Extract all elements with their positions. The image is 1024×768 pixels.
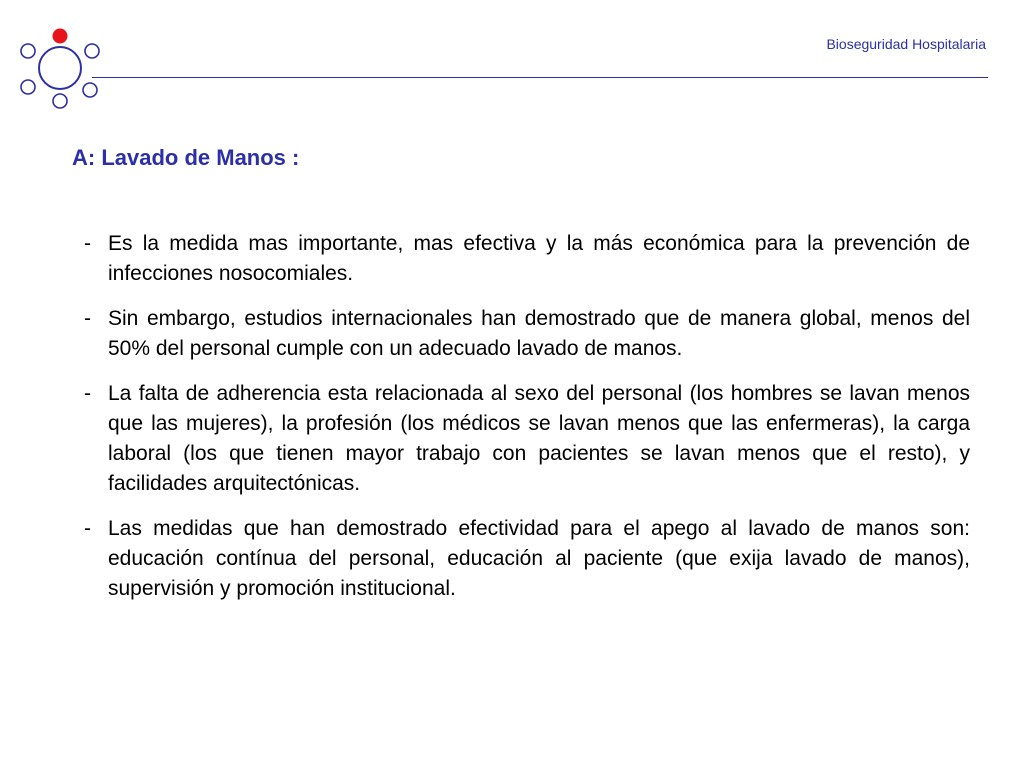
bullet-text: La falta de adherencia esta relacionada al sexo del personal (los hombres se lavan menos que las mujeres), la profesión (los médicos se lavan menos que las enfermeras), la carga laboral (los que tienen mayor trabajo con pacientes se lavan menos que el resto), y facilidades arquitectónicas. <box>108 382 970 495</box>
circles-cluster-logo-icon <box>14 24 108 114</box>
bullet-text: Las medidas que han demostrado efectividad para el apego al lavado de manos son: educación contínua del personal, educación al paciente (que exija lavado de manos), supervisión y promoción institucional. <box>108 517 970 600</box>
bullet-marker: - <box>84 232 91 255</box>
bullet-item <box>80 514 970 604</box>
bullet-item <box>80 229 970 289</box>
bullet-list <box>80 229 970 619</box>
bullet-item <box>80 304 970 364</box>
header-title: Bioseguridad Hospitalaria <box>826 36 986 52</box>
bullet-text: Sin embargo, estudios internacionales han demostrado que de manera global, menos del 50% del personal cumple con un adecuado lavado de manos. <box>108 307 970 360</box>
bullet-marker: - <box>84 307 91 330</box>
bullet-item <box>80 379 970 499</box>
bullet-text: Es la medida mas importante, mas efectiva y la más económica para la prevención de infecciones nosocomiales. <box>108 232 970 285</box>
slide-title: A: Lavado de Manos : <box>72 145 300 170</box>
header-divider <box>92 77 988 78</box>
bullet-marker: - <box>84 517 91 540</box>
bullet-marker: - <box>84 382 91 405</box>
